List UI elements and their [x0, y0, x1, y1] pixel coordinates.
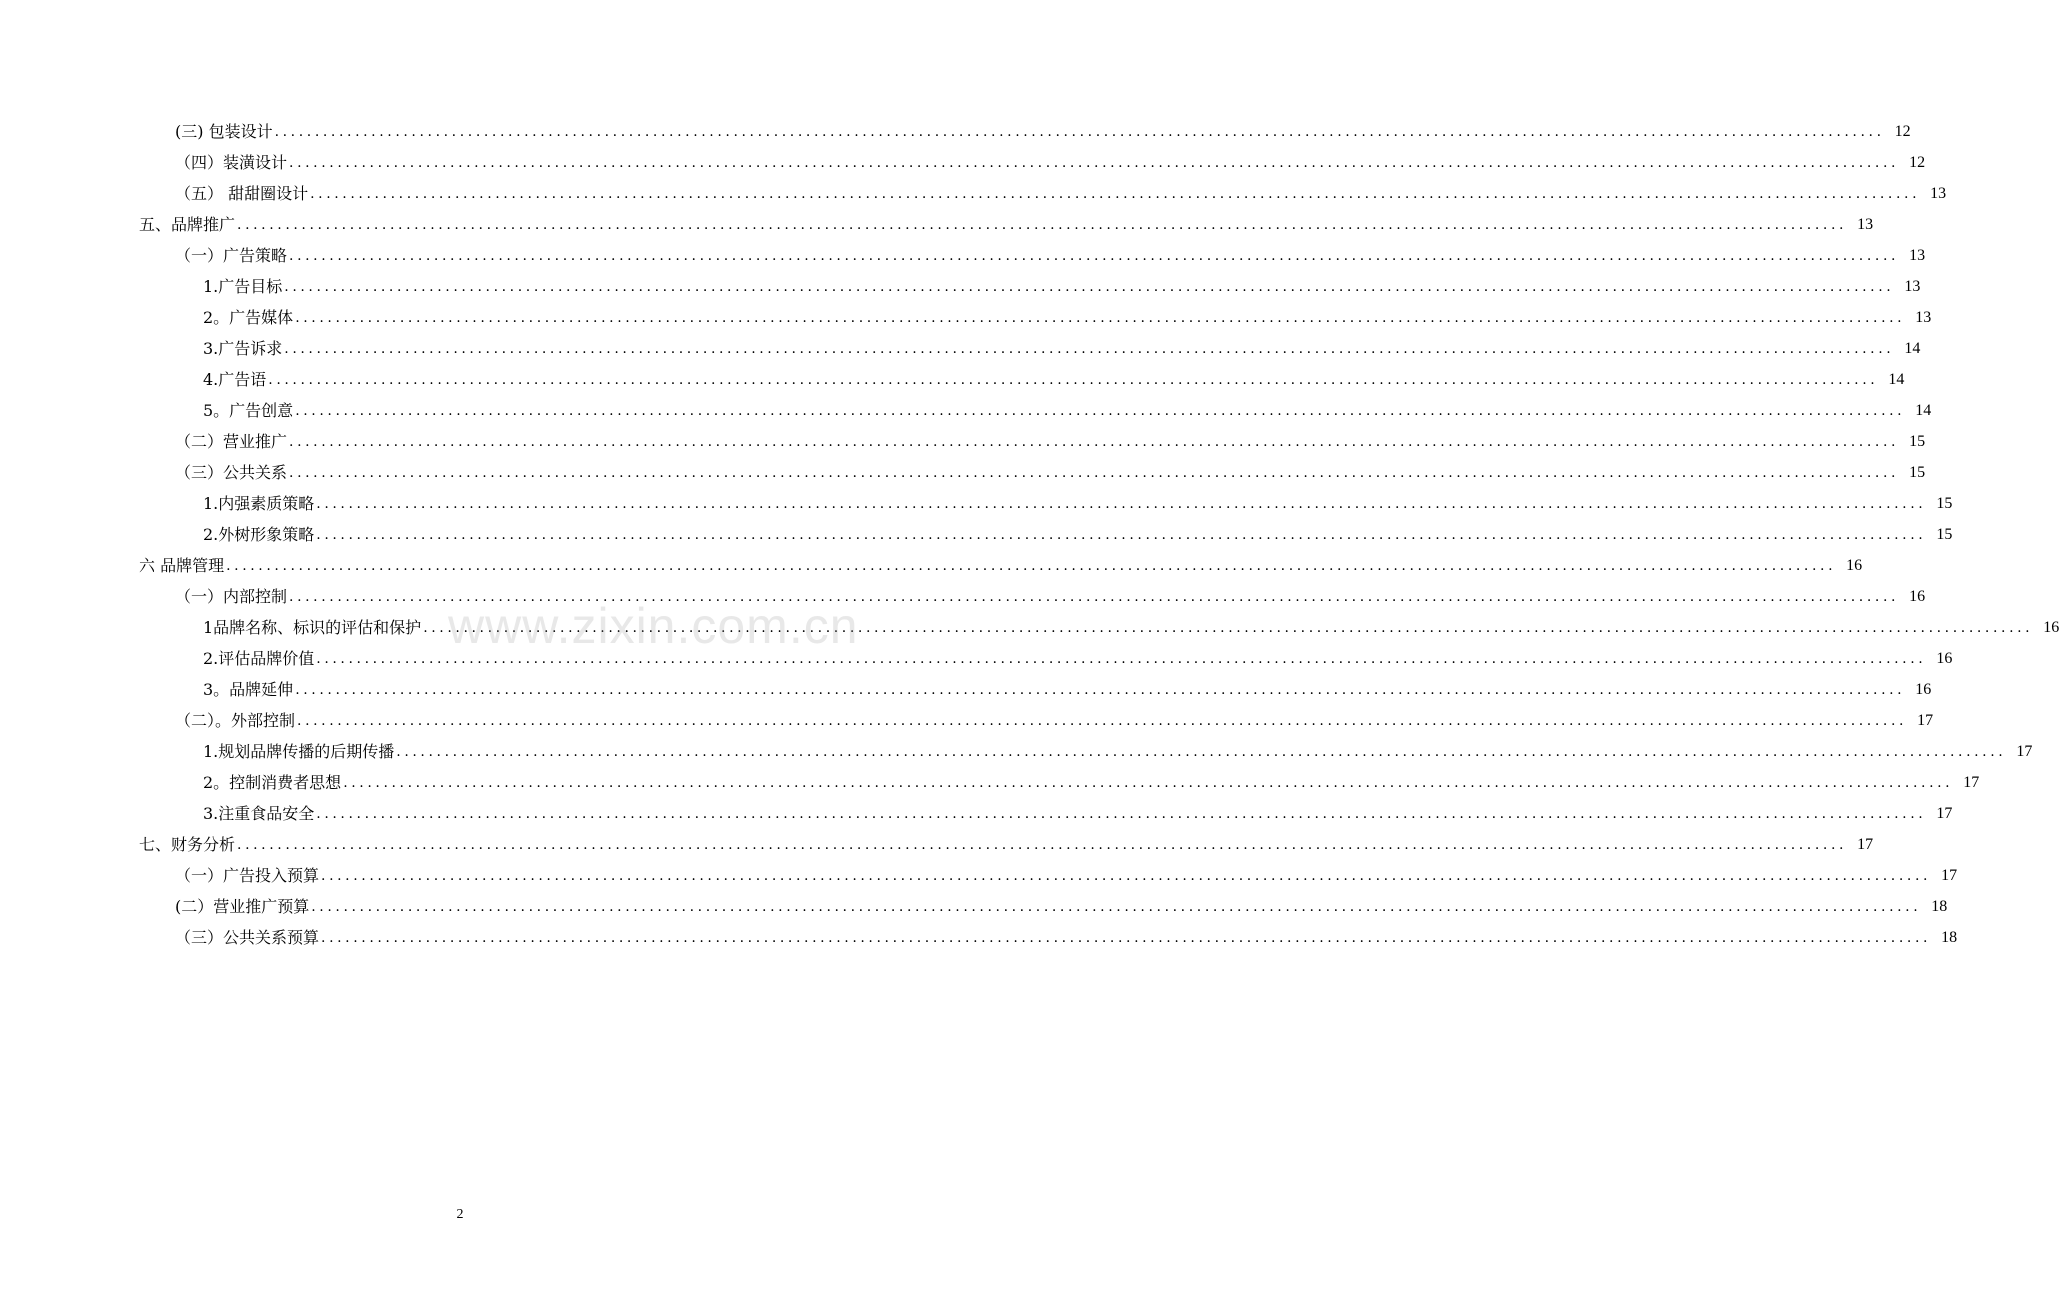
toc-entry-label: 六 品牌管理: [139, 556, 225, 575]
toc-entry-label: 3。品牌延伸: [203, 680, 294, 699]
toc-leader-dots: ........................................................................................................................................................................................................: [289, 465, 1900, 481]
toc-leader-dots: ........................................................................................................................................................................................................: [321, 930, 1932, 946]
toc-entry[interactable]: [139, 552, 1863, 576]
toc-entry-page: 13: [1857, 216, 1874, 233]
toc-entry[interactable]: [203, 676, 1932, 700]
toc-entry-label: 2.评估品牌价值: [203, 649, 315, 668]
toc-leader-dots: ........................................................................................................................................................................................................: [289, 155, 1900, 171]
toc-leader-dots: ........................................................................................................................................................................................................: [396, 744, 2007, 760]
toc-entry[interactable]: [175, 459, 1926, 483]
toc-entry-label: 七、财务分析: [139, 835, 236, 854]
toc-entry-label: 2.外树形象策略: [203, 525, 315, 544]
toc-entry-page: 13: [1930, 185, 1947, 202]
toc-entry[interactable]: [139, 831, 1874, 855]
toc-leader-dots: ........................................................................................................................................................................................................: [316, 806, 1927, 822]
toc-leader-dots: ........................................................................................................................................................................................................: [321, 868, 1932, 884]
toc-entry[interactable]: [175, 118, 1911, 142]
toc-leader-dots: ........................................................................................................................................................................................................: [297, 713, 1908, 729]
toc-entry-label: 3.广告诉求: [203, 339, 283, 358]
toc-leader-dots: ........................................................................................................................................................................................................: [289, 248, 1900, 264]
toc-entry-page: 12: [1894, 123, 1911, 140]
toc-leader-dots: ........................................................................................................................................................................................................: [316, 496, 1927, 512]
toc-leader-dots: ........................................................................................................................................................................................................: [295, 682, 1906, 698]
toc-entry-page: 17: [1963, 774, 1980, 791]
toc-entry-page: 18: [1941, 929, 1958, 946]
watermark: www.zixin.com.cn: [448, 598, 859, 654]
toc-entry-page: 13: [1904, 278, 1921, 295]
toc-entry[interactable]: [203, 273, 1921, 297]
toc-leader-dots: ........................................................................................................................................................................................................: [295, 310, 1906, 326]
toc-entry-page: 16: [1915, 681, 1932, 698]
toc-entry-label: 2。控制消费者思想: [203, 773, 342, 792]
toc-entry-label: （二）营业推广: [175, 432, 288, 451]
toc-leader-dots: ........................................................................................................................................................................................................: [226, 558, 1837, 574]
toc-entry-page: 15: [1909, 433, 1926, 450]
toc-entry-label: （三）公共关系: [175, 463, 288, 482]
toc-entry-page: 17: [2016, 743, 2033, 760]
toc-entry[interactable]: [175, 428, 1926, 452]
toc-entry[interactable]: [203, 335, 1921, 359]
toc-entry-label: （二）。外部控制: [175, 711, 296, 730]
toc-entry-label: （一）内部控制: [175, 587, 288, 606]
toc-entry-page: 15: [1909, 464, 1926, 481]
toc-entry-label: 3.注重食品安全: [203, 804, 315, 823]
toc-leader-dots: ........................................................................................................................................................................................................: [284, 279, 1895, 295]
toc-entry[interactable]: [175, 862, 1958, 886]
toc-leader-dots: ........................................................................................................................................................................................................: [316, 527, 1927, 543]
toc-entry[interactable]: [203, 738, 2033, 762]
toc-leader-dots: ........................................................................................................................................................................................................: [268, 372, 1879, 388]
toc-entry-page: 16: [2043, 619, 2059, 636]
toc-entry-label: (三) 包装设计: [175, 122, 273, 141]
toc-entry[interactable]: [203, 490, 1953, 514]
toc-entry[interactable]: [203, 800, 1953, 824]
toc-leader-dots: ........................................................................................................................................................................................................: [289, 434, 1900, 450]
toc-entry-page: 14: [1888, 371, 1905, 388]
toc-entry-page: 14: [1904, 340, 1921, 357]
toc-entry-label: (二）营业推广预算: [175, 897, 310, 916]
toc-entry-label: 1品牌名称、标识的评估和保护: [203, 618, 422, 637]
toc-entry[interactable]: [203, 769, 1980, 793]
toc-leader-dots: ........................................................................................................................................................................................................: [237, 837, 1848, 853]
toc-entry-label: （一）广告策略: [175, 246, 288, 265]
toc-entry[interactable]: [175, 180, 1947, 204]
toc-entry-label: （四）装潢设计: [175, 153, 288, 172]
toc-leader-dots: ........................................................................................................................................................................................................: [237, 217, 1848, 233]
toc-entry-page: 17: [1857, 836, 1874, 853]
toc-entry-page: 14: [1915, 402, 1932, 419]
toc-entry[interactable]: [175, 924, 1958, 948]
toc-entry-page: 16: [1846, 557, 1863, 574]
toc-entry-page: 15: [1936, 495, 1953, 512]
toc-entry-page: 17: [1936, 805, 1953, 822]
toc-entry[interactable]: [203, 366, 1905, 390]
toc-entry-label: （五） 甜甜圈设计: [175, 184, 309, 203]
toc-entry-label: （三）公共关系预算: [175, 928, 320, 947]
toc-entry-label: 五、品牌推广: [139, 215, 236, 234]
toc-entry-label: 5。广告创意: [203, 401, 294, 420]
toc-leader-dots: ........................................................................................................................................................................................................: [311, 899, 1922, 915]
toc-leader-dots: ........................................................................................................................................................................................................: [310, 186, 1921, 202]
toc-entry[interactable]: [175, 893, 1948, 917]
toc-entry-page: 17: [1917, 712, 1934, 729]
toc-entry-page: 17: [1941, 867, 1958, 884]
toc-leader-dots: ........................................................................................................................................................................................................: [316, 651, 1927, 667]
toc-entry[interactable]: [139, 211, 1874, 235]
toc-entry[interactable]: [203, 397, 1932, 421]
toc-entry[interactable]: [203, 521, 1953, 545]
toc-leader-dots: ........................................................................................................................................................................................................: [289, 589, 1900, 605]
toc-leader-dots: ........................................................................................................................................................................................................: [295, 403, 1906, 419]
toc-leader-dots: ........................................................................................................................................................................................................: [284, 341, 1895, 357]
toc-entry-label: （一）广告投入预算: [175, 866, 320, 885]
toc-entry[interactable]: [203, 304, 1932, 328]
toc-entry-label: 1.广告目标: [203, 277, 283, 296]
toc-entry-page: 15: [1936, 526, 1953, 543]
toc-entry[interactable]: [175, 242, 1926, 266]
toc-entry-page: 13: [1909, 247, 1926, 264]
toc-entry[interactable]: [175, 707, 1934, 731]
toc-entry-page: 12: [1909, 154, 1926, 171]
toc-leader-dots: ........................................................................................................................................................................................................: [343, 775, 1954, 791]
toc-entry-label: 1.规划品牌传播的后期传播: [203, 742, 395, 761]
toc-entry-label: 1.内强素质策略: [203, 494, 315, 513]
page-number: 2: [456, 1207, 464, 1222]
toc-entry-page: 13: [1915, 309, 1932, 326]
toc-entry-page: 16: [1936, 650, 1953, 667]
toc-entry-label: 4.广告语: [203, 370, 267, 389]
toc-leader-dots: ........................................................................................................................................................................................................: [274, 124, 1885, 140]
toc-entry[interactable]: [175, 149, 1926, 173]
toc-entry-page: 18: [1931, 898, 1948, 915]
toc-entry-page: 16: [1909, 588, 1926, 605]
toc-leader-dots: ........................................................................................................................................................................................................: [423, 620, 2034, 636]
toc-entry-label: 2。广告媒体: [203, 308, 294, 327]
